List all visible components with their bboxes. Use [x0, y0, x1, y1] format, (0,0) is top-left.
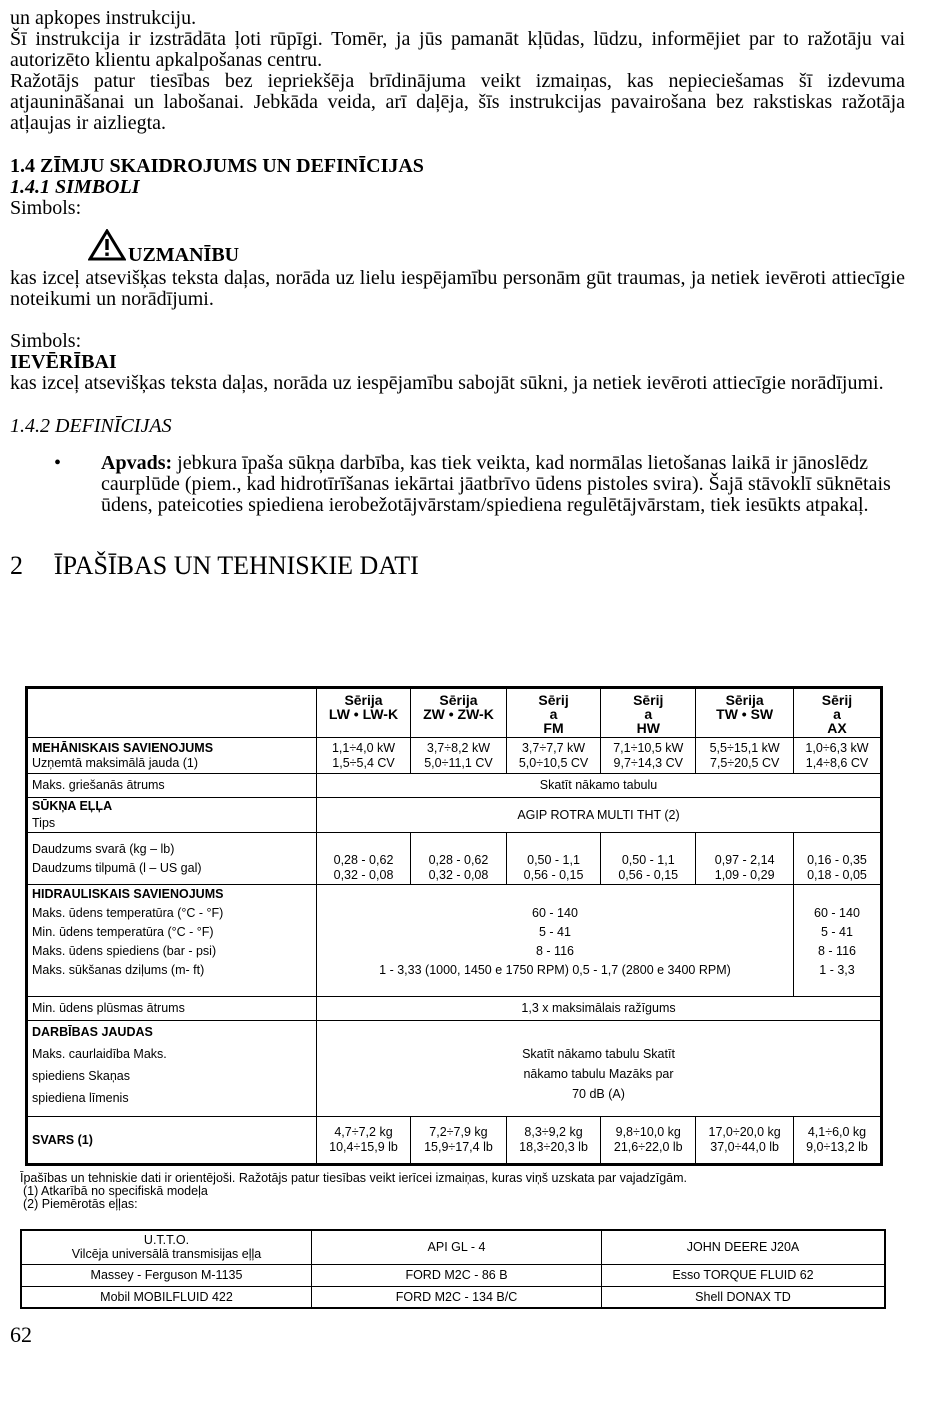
- section-1-4-1-title: 1.4.1 SIMBOLI: [10, 176, 140, 198]
- power-lw: 1,1÷4,0 kW 1,5÷5,4 CV: [317, 738, 411, 774]
- attention-text: kas izceļ atsevišķas teksta daļas, norāda uz iespējamību sabojāt sūkni, ja netiek ievēroti attiecīgie norādījumi.: [10, 372, 884, 394]
- weight-tw: 17,0÷20,0 kg 37,0÷44,0 lb: [696, 1117, 794, 1165]
- section-1-4-2-title: 1.4.2 DEFINĪCIJAS: [10, 415, 172, 437]
- warning-heading: [88, 229, 905, 266]
- hyd-values: 60 - 140 5 - 41 8 - 116 1 - 3,33 (1000, 1450 e 1750 RPM) 0,5 - 1,7 (2800 e 3400 RPM): [317, 885, 794, 997]
- oil-type-value: AGIP ROTRA MULTI THT (2): [317, 798, 882, 833]
- intro-line-1: un apkopes instrukciju.: [10, 7, 197, 29]
- section-2-title: [10, 552, 905, 580]
- oil-qty-hw: 0,50 - 1,1 0,56 - 0,15: [601, 833, 696, 885]
- col-header-hw: Sērij a HW: [601, 688, 696, 738]
- note-disclaimer: Īpašības un tehniskie dati ir orientējoši. Ražotājs patur tiesības veikt ierīcei izmaiņas, kuras viņš uzskata par vajadzīgām.: [20, 1171, 687, 1185]
- oil-cell: Esso TORQUE FLUID 62: [602, 1264, 886, 1286]
- power-ax: 1,0÷6,3 kW 1,4÷8,6 CV: [793, 738, 881, 774]
- definition-text: jebkura īpaša sūkņa darbība, kas tiek veikta, kad normālas lietošanas laikā ir jānoslēdz caurplūde (piem., kad hidrotīrīšanas iekārtai jāatbrīvo ūdens pistoles svira). Šajā stāvoklī sūknētais ūdens, pateicoties spiediena ierobežotājvārstam/spiediena regulētājvārstam, tiek iesūkts atpakaļ.: [101, 452, 891, 516]
- oil-cell: FORD M2C - 86 B: [312, 1264, 602, 1286]
- definition-item: [54, 453, 905, 516]
- oil-cell: Massey - Ferguson M-1135: [21, 1264, 312, 1286]
- col-header-ax: Sērij a AX: [793, 688, 881, 738]
- page-content: [10, 8, 905, 580]
- power-tw: 5,5÷15,1 kW 7,5÷20,5 CV: [696, 738, 794, 774]
- weight-hw: 9,8÷10,0 kg 21,6÷22,0 lb: [601, 1117, 696, 1165]
- oil-qty-ax: 0,16 - 0,35 0,18 - 0,05: [793, 833, 881, 885]
- intro-para-3: Ražotājs patur tiesības bez iepriekšēja brīdinājuma veikt izmaiņas, kas nepieciešamas šī izdevuma atjaunināšanai un labošanai. Jebkāda veida, arī daļēja, šīs instrukcijas pavairošana bez rakstiskas ražotāja atļaujas ir aizliegta.: [10, 70, 905, 134]
- col-header-fm: Sērij a FM: [506, 688, 600, 738]
- symbol-label-2: Simbols:: [10, 330, 82, 352]
- weight-ax: 4,1÷6,0 kg 9,0÷13,2 lb: [793, 1117, 881, 1165]
- hyd-label: HIDRAULISKAIS SAVIENOJUMS Maks. ūdens temperatūra (°C - °F) Min. ūdens temperatūra (°C - °F) Maks. ūdens spiediens (bar - psi) Maks. sūkšanas dziļums (m- ft): [27, 885, 317, 997]
- oil-cell: JOHN DEERE J20A: [602, 1230, 886, 1264]
- weight-label: SVARS (1): [27, 1117, 317, 1165]
- warning-triangle-icon: [88, 229, 128, 266]
- oil-qty-zw: 0,28 - 0,62 0,32 - 0,08: [411, 833, 507, 885]
- spec-table: [25, 686, 883, 1166]
- power-fm: 3,7÷7,7 kW 5,0÷10,5 CV: [506, 738, 600, 774]
- oil-cell: Shell DONAX TD: [602, 1286, 886, 1308]
- weight-zw: 7,2÷7,9 kg 15,9÷17,4 lb: [411, 1117, 507, 1165]
- section-2-number: 2: [10, 551, 23, 580]
- page-number: 62: [10, 1322, 32, 1347]
- oil-cell: Mobil MOBILFLUID 422: [21, 1286, 312, 1308]
- weight-fm: 8,3÷9,2 kg 18,3÷20,3 lb: [506, 1117, 600, 1165]
- col-header-tw: Sērija TW • SW: [696, 688, 794, 738]
- oil-cell: FORD M2C - 134 B/C: [312, 1286, 602, 1308]
- intro-para-2: Šī instrukcija ir izstrādāta ļoti rūpīgi. Tomēr, ja jūs pamanāt kļūdas, lūdzu, informējiet par to ražotāju vai autorizēto klientu apkalpošanas centru.: [10, 28, 905, 71]
- spec-corner: [27, 688, 317, 738]
- bullet-icon: •: [54, 452, 62, 474]
- power-zw: 3,7÷8,2 kW 5,0÷11,1 CV: [411, 738, 507, 774]
- flow-label: Min. ūdens plūsmas ātrums: [27, 997, 317, 1021]
- symbol-label-1: Simbols:: [10, 197, 82, 219]
- power-hw: 7,1÷10,5 kW 9,7÷14,3 CV: [601, 738, 696, 774]
- weight-lw: 4,7÷7,2 kg 10,4÷15,9 lb: [317, 1117, 411, 1165]
- oil-label: SŪKŅA EĻĻA Tips: [27, 798, 317, 833]
- note-2: (2) Piemērotās eļļas:: [23, 1197, 138, 1211]
- perf-label: DARBĪBAS JAUDAS Maks. caurlaidība Maks. spiediens Skaņas spiediena līmenis: [27, 1021, 317, 1117]
- oil-qty-label: Daudzums svarā (kg – lb) Daudzums tilpumā (l – US gal): [27, 833, 317, 885]
- attention-label: IEVĒRĪBAI: [10, 351, 117, 373]
- oil-cell: API GL - 4: [312, 1230, 602, 1264]
- hyd-values-ax: 60 - 140 5 - 41 8 - 116 1 - 3,3: [793, 885, 881, 997]
- table-notes: [20, 1172, 687, 1211]
- flow-value: 1,3 x maksimālais ražīgums: [317, 997, 882, 1021]
- speed-label: Maks. griešanās ātrums: [27, 774, 317, 798]
- perf-values: Skatīt nākamo tabulu Skatīt nākamo tabulu Mazāks par 70 dB (A): [317, 1021, 882, 1117]
- oil-qty-tw: 0,97 - 2,14 1,09 - 0,29: [696, 833, 794, 885]
- note-1: (1) Atkarībā no specifiskā modeļa: [23, 1184, 208, 1198]
- oil-qty-fm: 0,50 - 1,1 0,56 - 0,15: [506, 833, 600, 885]
- oil-qty-lw: 0,28 - 0,62 0,32 - 0,08: [317, 833, 411, 885]
- warning-label: UZMANĪBU: [128, 244, 240, 266]
- mech-label: MEHĀNISKAIS SAVIENOJUMS Uzņemtā maksimālā jauda (1): [27, 738, 317, 774]
- section-1-4-title: 1.4 ZĪMJU SKAIDROJUMS UN DEFINĪCIJAS: [10, 155, 424, 177]
- oil-cell: U.T.T.O. Vilcēja universālā transmisijas eļļa: [21, 1230, 312, 1264]
- oil-table: [20, 1229, 886, 1309]
- definition-term: Apvads:: [101, 452, 173, 474]
- col-header-zw: Sērija ZW • ZW-K: [411, 688, 507, 738]
- speed-value: Skatīt nākamo tabulu: [317, 774, 882, 798]
- col-header-lw: Sērija LW • LW-K: [317, 688, 411, 738]
- section-2-label: ĪPAŠĪBAS UN TEHNISKIE DATI: [54, 551, 419, 580]
- warning-text: kas izceļ atsevišķas teksta daļas, norāda uz lielu iespējamību personām gūt traumas, ja netiek ievēroti attiecīgie noteikumi un norādījumi.: [10, 267, 905, 310]
